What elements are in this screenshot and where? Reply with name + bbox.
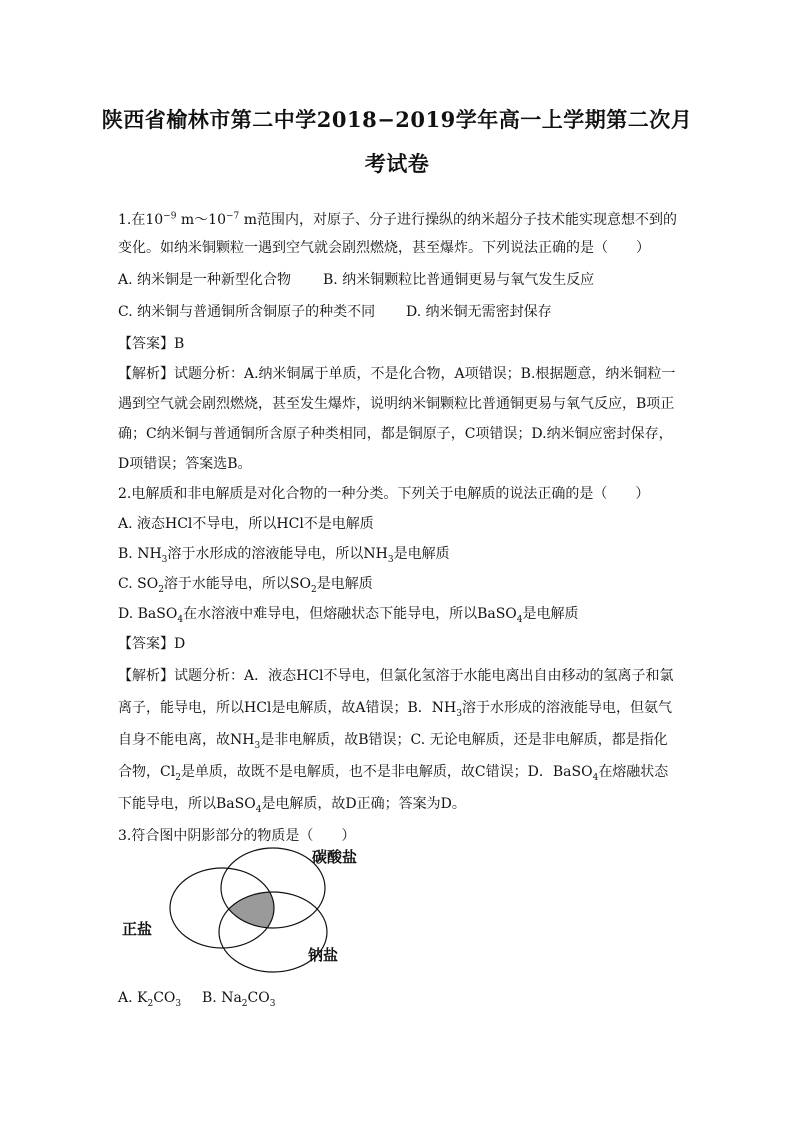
subscript: 3: [387, 554, 394, 565]
q1-stem-part: m范围内，对原子、分子进行操纵的纳米超分子技术能实现意想不到的: [239, 212, 678, 228]
q1-analysis-line-1: 【解析】试题分析：A.纳米铜属于单质，不是化合物，A项错误；B.根据题意，纳米铜粒一: [118, 366, 676, 382]
text-part: D. BaSO: [118, 606, 178, 622]
q2-analysis-line-5: [118, 794, 678, 814]
subscript: 3: [175, 998, 182, 1009]
subscript: 2: [311, 584, 317, 595]
subscript: 2: [158, 584, 164, 595]
subscript: 4: [592, 772, 599, 783]
text-part: CO: [247, 990, 270, 1006]
q1-option-b: B. 纳米铜颗粒比普通铜更易与氧气发生反应: [323, 272, 595, 288]
subscript: 3: [456, 708, 462, 719]
text-part: B. NH: [118, 546, 162, 562]
text-part: A. K: [118, 990, 148, 1006]
q1-stem-line-2: 变化。如纳米铜颗粒一遇到空气就会剧烈燃烧，甚至爆炸。下列说法正确的是（ ）: [118, 240, 650, 256]
document-title-line-1: 陕西省榆林市第二中学2018−2019学年高一上学期第二次月: [101, 107, 693, 132]
text-part: 是非电解质，故B错误；C. 无论电解质，还是非电解质，都是指化: [260, 732, 668, 748]
q2-analysis-line-2: [118, 698, 678, 718]
q2-option-d: [118, 604, 678, 624]
q2-option-c: [118, 574, 678, 594]
text-part: CO: [153, 990, 176, 1006]
q2-analysis-line-4: [118, 762, 678, 782]
text-part: 是电解质，故D正确；答案为D。: [261, 796, 466, 812]
q3-stem: 3.符合图中阴影部分的物质是（ ）: [118, 828, 356, 844]
q1-exponent: −7: [226, 211, 240, 222]
subscript: 4: [516, 614, 523, 625]
subscript: 4: [255, 804, 262, 815]
text-part: 是电解质: [522, 606, 579, 622]
q2-analysis-line-1: 【解析】试题分析：A．液态HCl不导电，但氯化氢溶于水能电离出自由移动的氢离子和氯: [118, 668, 674, 684]
q1-exponent: −9: [163, 211, 177, 222]
text-part: 合物，Cl: [118, 764, 176, 780]
text-part: C. SO: [118, 576, 159, 592]
q3-option-a: [118, 988, 198, 1008]
q1-option-a: A. 纳米铜是一种新型化合物: [118, 272, 292, 288]
text-part: 在水溶液中难导电，但熔融状态下能导电，所以BaSO: [183, 606, 517, 622]
venn-label-sodium-salt: 钠盐: [308, 946, 339, 964]
text-part: 是单质，故既不是电解质，也不是非电解质，故C错误；D．BaSO: [180, 764, 593, 780]
q1-option-d: D. 纳米铜无需密封保存: [406, 304, 552, 320]
subscript: 3: [161, 554, 168, 565]
q1-stem-line-1: [118, 210, 678, 230]
subscript: 3: [254, 740, 261, 751]
q2-analysis-line-3: [118, 730, 678, 750]
venn-label-carbonate: 碳酸盐: [312, 848, 358, 866]
document-title-line-2: 考试卷: [364, 151, 430, 176]
q1-stem-part: m～10: [176, 212, 226, 228]
subscript: 2: [175, 772, 181, 783]
q2-answer: 【答案】D: [118, 636, 186, 652]
text-part: 是电解质: [316, 576, 373, 592]
text-part: B. Na: [202, 990, 242, 1006]
text-part: 自身不能电离，故NH: [118, 732, 255, 748]
text-part: 是电解质: [393, 546, 450, 562]
subscript: 3: [269, 998, 276, 1009]
text-part: 溶于水形成的溶液能导电，所以NH: [167, 546, 388, 562]
q3-option-b: [202, 988, 302, 1008]
q1-option-c: C. 纳米铜与普通铜所含铜原子的种类不同: [118, 304, 376, 320]
text-part: 离子，能导电，所以HCl是电解质，故A错误；B．NH: [118, 700, 457, 716]
subscript: 2: [147, 998, 154, 1009]
subscript: 4: [177, 614, 184, 625]
q2-stem: 2.电解质和非电解质是对化合物的一种分类。下列关于电解质的说法正确的是（ ）: [118, 486, 650, 502]
text-part: 溶于水形成的溶液能导电，但氨气: [462, 700, 672, 716]
q2-option-a: A. 液态HCl不导电，所以HCl不是电解质: [118, 516, 374, 532]
text-part: 溶于水能导电，所以SO: [163, 576, 311, 592]
q2-option-b: [118, 544, 678, 564]
subscript: 2: [241, 998, 248, 1009]
q1-answer: 【答案】B: [118, 336, 185, 352]
q1-analysis-line-3: 确；C纳米铜与普通铜所含原子种类相同，都是铜原子，C项错误；D.纳米铜应密封保存，: [118, 426, 673, 442]
text-part: 在熔融状态: [598, 764, 669, 780]
venn-diagram: [118, 838, 398, 978]
q1-analysis-line-2: 遇到空气就会剧烈燃烧，甚至发生爆炸，说明纳米铜颗粒比普通铜更易与氧气反应，B项正: [118, 396, 675, 412]
venn-label-normal-salt: 正盐: [122, 920, 153, 938]
q1-stem-part: 1.在10: [118, 212, 164, 228]
text-part: 下能导电，所以BaSO: [118, 796, 256, 812]
q1-analysis-line-4: D项错误；答案选B。: [118, 456, 252, 472]
